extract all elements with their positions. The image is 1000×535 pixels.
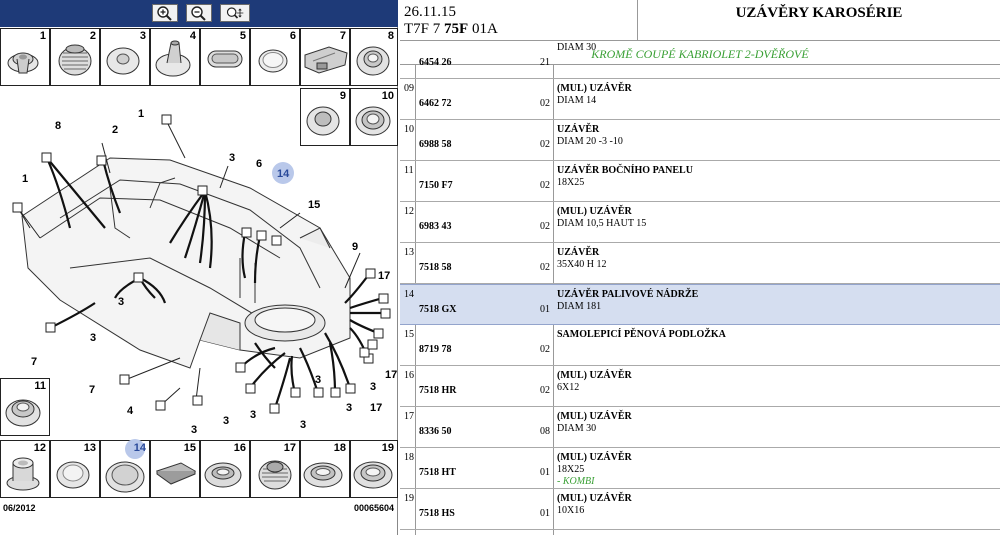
callout-2: 2 [112,124,119,136]
callout-3g: 3 [346,402,353,414]
part-description [557,289,698,313]
cone-plug-icon [151,29,199,85]
row-index: 15 [404,329,414,340]
table-row[interactable] [400,161,1000,202]
description-title: UZÁVĚR [557,247,600,258]
callout-17c: 17 [385,369,398,381]
row-index: 14 [404,289,414,300]
description-title: (MUL) UZÁVĚR [557,493,632,504]
part-thumb-16[interactable]: 16 [200,440,250,498]
zoom-fit-button[interactable] [220,4,250,22]
description-note: - KOMBI [557,476,595,487]
part-thumb-9[interactable]: 9 [300,88,350,146]
oval-grommet-icon [351,441,399,497]
description-title: (MUL) UZÁVĚR [557,411,632,422]
parts-list-panel [400,0,1000,535]
part-description [557,83,632,107]
part-quantity: 02 [540,221,550,232]
part-quantity: 01 [540,508,550,519]
table-row[interactable] [400,284,1000,325]
part-quantity: 02 [540,262,550,273]
part-description [557,452,632,488]
part-reference: 7518 HT [419,467,456,478]
description-detail: DIAM 20 -3 -10 [557,136,623,147]
part-reference: 7518 HS [419,508,455,519]
callout-4: 4 [127,405,134,417]
part-description [557,42,596,54]
parts-list-header [400,0,1000,41]
part-quantity: 21 [540,57,550,68]
callout-17b: 17 [370,402,383,414]
description-detail: 18X25 [557,464,585,475]
table-row[interactable] [400,38,1000,79]
disc-plug-icon [251,29,299,85]
oval-grommet-icon [201,441,249,497]
callout-7b: 7 [89,384,96,396]
description-detail: DIAM 181 [557,301,602,312]
oval-grommet-icon [301,441,349,497]
header-code: T7F 7 75F 01A [404,21,498,37]
row-index: 12 [404,206,414,217]
variant-note: KROMĚ COUPÉ KABRIOLET 2-DVĚŘOVÉ [400,41,1000,65]
part-quantity: 02 [540,180,550,191]
zoom-out-button[interactable] [186,4,212,22]
callout-1b: 1 [22,173,29,185]
part-description [557,165,693,189]
callout-17: 17 [378,270,391,282]
callout-9b: 3 [315,374,322,386]
rect-grommet-icon [1,379,49,435]
description-title: (MUL) UZÁVĚR [557,83,632,94]
row-index: 09 [404,83,414,94]
table-row[interactable] [400,407,1000,448]
plug-icon [1,29,49,85]
part-description [557,206,646,230]
part-thumb-5[interactable]: 5 [200,28,250,86]
row-index: 16 [404,370,414,381]
part-reference: 6462 72 [419,98,452,109]
part-reference: 7518 58 [419,262,452,273]
row-index: 19 [404,493,414,504]
diagram-date: 06/2012 [3,503,36,513]
part-thumb-11[interactable]: 11 [0,378,50,436]
callout-7: 7 [31,356,38,368]
diagram-toolbar [0,0,398,27]
part-quantity: 08 [540,426,550,437]
table-row[interactable] [400,202,1000,243]
zoom-in-button[interactable] [152,4,178,22]
table-row[interactable] [400,489,1000,530]
description-title: UZÁVĚR BOČNÍHO PANELU [557,165,693,176]
callout-9: 9 [352,241,359,253]
part-thumb-13[interactable]: 13 [50,440,100,498]
diagram-code: 00065604 [353,503,394,513]
description-detail: 6X12 [557,382,580,393]
part-description [557,247,606,271]
table-row[interactable] [400,448,1000,489]
table-row[interactable] [400,79,1000,120]
callout-15: 15 [308,199,321,211]
description-detail: DIAM 30 [557,423,597,434]
description-title: (MUL) UZÁVĚR [557,206,632,217]
car-underbody-drawing [0,88,398,438]
description-detail: DIAM 10,5 HAUT 15 [557,218,647,229]
part-thumb-17[interactable]: 17 [250,440,300,498]
row-index: 10 [404,124,414,135]
table-row[interactable] [400,120,1000,161]
part-thumb-8[interactable]: 8 [350,28,398,86]
callout-3e: 3 [250,409,257,421]
callout-3b: 3 [90,332,97,344]
table-row[interactable] [400,325,1000,366]
zoom-fit-icon [225,5,245,21]
part-description [557,493,632,517]
zoom-out-icon [189,5,209,21]
part-thumb-3[interactable]: 3 [100,28,150,86]
cap-icon [51,441,99,497]
part-thumb-7[interactable]: 7 [300,28,350,86]
table-row[interactable] [400,243,1000,284]
callout-3c: 3 [191,424,198,436]
page-title: UZÁVĚRY KAROSÉRIE [735,5,903,21]
row-index: 11 [404,165,414,176]
description-title: UZÁVĚR PALIVOVÉ NÁDRŽE [557,289,699,300]
callout-8: 8 [55,120,62,132]
part-reference: 8336 50 [419,426,452,437]
part-description [557,370,632,394]
description-title: SAMOLEPICÍ PĚNOVÁ PODLOŽKA [557,329,726,340]
part-thumb-19[interactable]: 19 [350,440,398,498]
callout-3f: 3 [300,419,307,431]
body-plugs-diagram [0,88,398,438]
description-title: (MUL) UZÁVĚR [557,452,632,463]
foam-pad-icon [151,441,199,497]
pad-icon [301,29,349,85]
part-description [557,329,726,341]
row-index: 13 [404,247,414,258]
part-reference: 8719 78 [419,344,452,355]
header-date: 26.11.15 [404,4,456,20]
part-quantity: 02 [540,385,550,396]
part-thumb-18[interactable]: 18 [300,440,350,498]
description-detail: DIAM 30 [557,42,597,53]
description-detail: 10X16 [557,505,585,516]
part-reference: 6988 58 [419,139,452,150]
callout-6: 6 [256,158,263,170]
table-row[interactable] [400,366,1000,407]
ribbed-plug-icon [251,441,299,497]
part-reference: 6983 43 [419,221,452,232]
description-detail: 18X25 [557,177,585,188]
part-thumb-4[interactable]: 4 [150,28,200,86]
callout-3: 3 [229,152,236,164]
part-reference: 7518 HR [419,385,457,396]
header-info [404,4,498,38]
callout-3d: 3 [223,415,230,427]
part-thumb-6[interactable]: 6 [250,28,300,86]
callout-3i: 3 [370,381,377,393]
row-index: 17 [404,411,414,422]
description-title: (MUL) UZÁVĚR [557,370,632,381]
part-description [557,124,623,148]
part-thumb-2[interactable]: 2 [50,28,100,86]
oval-plug-icon [201,29,249,85]
part-quantity: 01 [540,304,550,315]
part-description [557,411,632,435]
part-thumb-12[interactable]: 12 [0,440,50,498]
part-quantity: 01 [540,467,550,478]
parts-diagram-panel [0,0,398,535]
description-detail: DIAM 14 [557,95,597,106]
part-thumb-15[interactable]: 15 [150,440,200,498]
part-reference: 7518 GX [419,304,457,315]
part-thumb-1[interactable]: 1 [0,28,50,86]
bush-icon [1,441,49,497]
part-quantity: 02 [540,139,550,150]
grommet-icon [351,29,399,85]
cap-icon [101,29,149,85]
ribbed-plug-icon [51,29,99,85]
zoom-in-icon [155,5,175,21]
part-quantity: 02 [540,98,550,109]
callout-3h: 3 [118,296,125,308]
part-reference: 7150 F7 [419,180,453,191]
row-index: 18 [404,452,414,463]
callout-1: 1 [138,108,145,120]
part-reference: 6454 26 [419,57,452,68]
part-thumb-10[interactable]: 10 [350,88,398,146]
description-detail: 35X40 H 12 [557,259,607,270]
part-thumb-14[interactable]: 14 [100,440,150,498]
description-title: UZÁVĚR [557,124,600,135]
callout-14: 14 [277,168,290,180]
part-quantity: 02 [540,344,550,355]
